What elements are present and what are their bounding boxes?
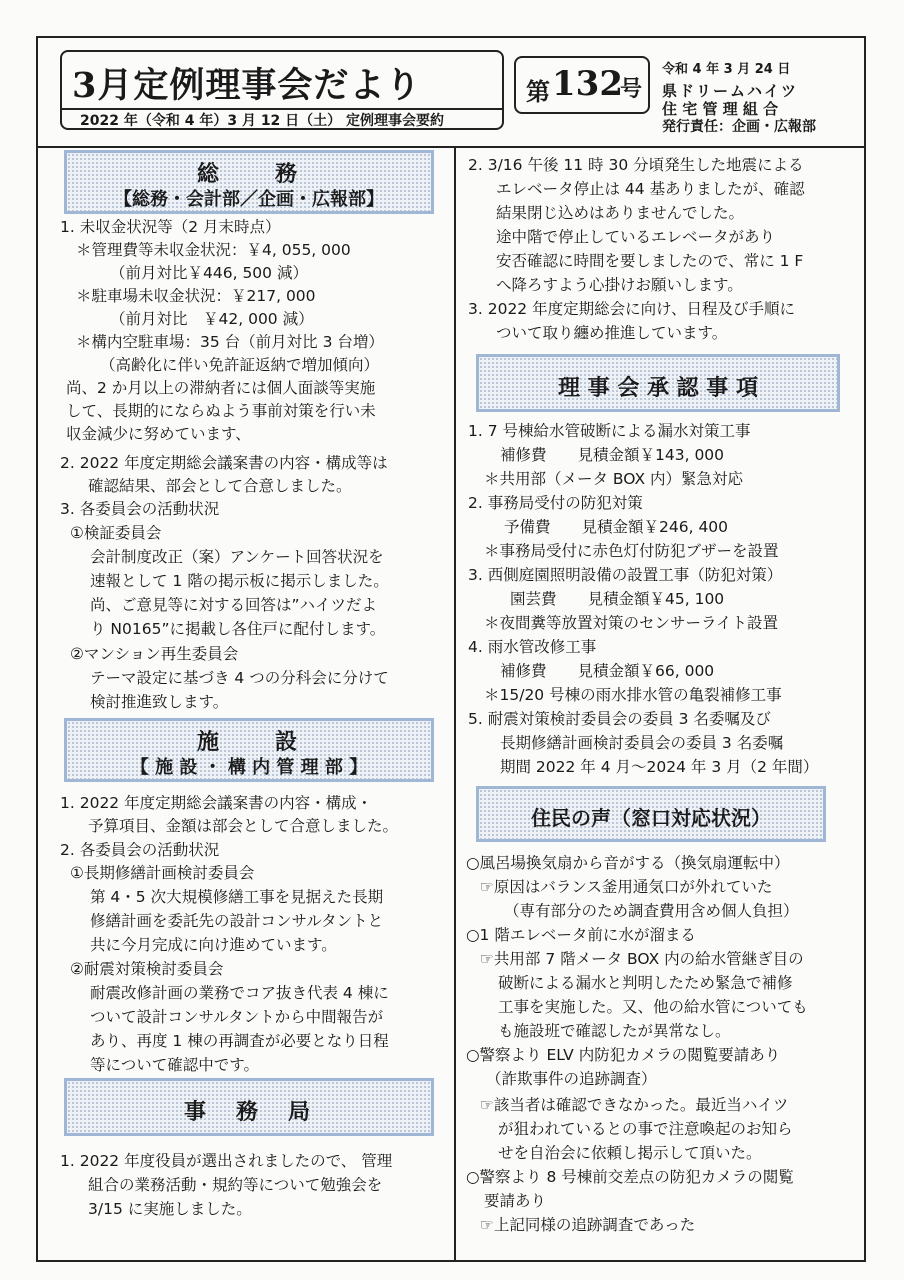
general-line: 収金減少に努めています、 bbox=[66, 425, 251, 443]
facilities-line: 第 4・5 次大規模修繕工事を見据えた長期 bbox=[90, 888, 384, 906]
approval-line: 長期修繕計画検討委員会の委員 3 名委嘱 bbox=[500, 734, 784, 752]
approval-line: ＊夜間糞等放置対策のセンサーライト設置 bbox=[484, 614, 779, 632]
office-cont-line: ついて取り纏め推進しています。 bbox=[496, 324, 728, 342]
general-line: 2. 2022 年度定期総会議案書の内容・構成等は bbox=[60, 454, 388, 472]
issue-prefix: 第 bbox=[526, 77, 550, 106]
residents-line: ○警察より ELV 内防犯カメラの閲覧要請あり bbox=[466, 1046, 781, 1064]
approval-line: 予備費 見積金額￥246, 400 bbox=[504, 518, 729, 536]
section-heading-facilities: 施 設 bbox=[196, 730, 301, 755]
general-line: （高齢化に伴い免許証返納で増加傾向） bbox=[100, 356, 380, 374]
approval-line: ＊事務局受付に赤色灯付防犯ブザーを設置 bbox=[484, 542, 779, 560]
residents-line: ☞共用部 7 階メータ BOX 内の給水管継ぎ目の bbox=[480, 950, 804, 968]
residents-line: （詐欺事件の追跡調査） bbox=[486, 1070, 657, 1088]
general-line: ＊駐車場未収金状況：￥217, 000 bbox=[76, 287, 316, 305]
office-line: 3/15 に実施しました。 bbox=[88, 1200, 252, 1218]
approval-line: 5. 耐震対策検討委員会の委員 3 名委嘱及び bbox=[468, 710, 771, 728]
issue-number-box bbox=[514, 56, 650, 114]
section-banner-residents bbox=[476, 786, 826, 842]
office-line: 1. 2022 年度役員が選出されましたので、 管理 bbox=[60, 1152, 393, 1170]
office-line: 組合の業務活動・規約等について勉強会を bbox=[88, 1176, 383, 1194]
section-subheading-general: 【総務・会計部／企画・広報部】 bbox=[114, 189, 384, 210]
general-line: 3. 各委員会の活動状況 bbox=[60, 500, 220, 518]
issue-number: 132 bbox=[552, 64, 623, 104]
residents-line: ☞該当者は確認できなかった。最近当ハイツ bbox=[480, 1096, 789, 1114]
org-name: 県ドリームハイツ bbox=[662, 82, 799, 100]
org-name-line2: 住 宅 管 理 組 合 bbox=[662, 100, 779, 118]
issue-date: 令和 4 年 3 月 24 日 bbox=[662, 62, 791, 77]
residents-line: せを自治会に依頼し掲示して頂いた。 bbox=[498, 1144, 762, 1162]
section-heading-general: 総 務 bbox=[196, 162, 301, 187]
residents-line: が狙われているとの事で注意喚起のお知ら bbox=[498, 1120, 793, 1138]
office-cont-line: 安否確認に時間を要しましたので、常に 1 F bbox=[496, 252, 804, 270]
facilities-line: あり、再度 1 棟の再調査が必要となり日程 bbox=[90, 1032, 389, 1050]
general-line: 会計制度改正（案）アンケート回答状況を bbox=[90, 548, 384, 566]
general-line: ②マンション再生委員会 bbox=[70, 645, 239, 663]
residents-line: も施設班で確認したが異常なし。 bbox=[498, 1022, 731, 1040]
section-heading-approval: 理 事 会 承 認 事 項 bbox=[558, 376, 758, 401]
office-cont-line: 3. 2022 年度定期総会に向け、日程及び手順に bbox=[468, 300, 795, 318]
general-line: 速報として 1 階の掲示板に掲示しました。 bbox=[90, 572, 389, 590]
residents-line: 要請あり bbox=[484, 1192, 547, 1210]
facilities-line: 耐震改修計画の業務でコア抜き代表 4 棟に bbox=[90, 984, 389, 1002]
residents-line: ☞原因はバランス釜用通気口が外れていた bbox=[480, 878, 773, 896]
facilities-line: 等について確認中です。 bbox=[90, 1056, 259, 1074]
section-banner-office bbox=[64, 1078, 434, 1136]
facilities-line: 修繕計画を委託先の設計コンサルタントと bbox=[90, 912, 384, 930]
approval-line: 補修費 見積金額￥66, 000 bbox=[500, 662, 715, 680]
approval-line: 2. 事務局受付の防犯対策 bbox=[468, 494, 643, 512]
general-line: テーマ設定に基づき 4 つの分科会に分けて bbox=[90, 669, 389, 687]
facilities-line: 共に今月完成に向け進めています。 bbox=[90, 936, 337, 954]
facilities-line: ②耐震対策検討委員会 bbox=[70, 960, 224, 978]
approval-line: 3. 西側庭園照明設備の設置工事（防犯対策） bbox=[468, 566, 783, 584]
facilities-line: 1. 2022 年度定期総会議案書の内容・構成・ bbox=[60, 794, 373, 812]
section-banner-facilities bbox=[64, 718, 434, 782]
general-line: 尚、ご意見等に対する回答は”ハイツだよ bbox=[90, 596, 378, 614]
section-heading-office: 事 務 局 bbox=[183, 1100, 314, 1125]
publisher: 発行責任：企画・広報部 bbox=[662, 119, 816, 135]
approval-line: 園芸費 見積金額￥45, 100 bbox=[510, 590, 725, 608]
office-cont-line: 2. 3/16 午後 11 時 30 分頃発生した地震による bbox=[468, 156, 804, 174]
office-cont-line: へ降ろすよう心掛けお願いします。 bbox=[496, 276, 743, 294]
general-line: ＊管理費等未収金状況：￥4, 055, 000 bbox=[76, 241, 351, 259]
section-banner-approval bbox=[476, 354, 840, 412]
approval-line: ＊15/20 号棟の雨水排水管の亀裂補修工事 bbox=[484, 686, 782, 704]
facilities-line: 予算項目、金額は部会として合意しました。 bbox=[88, 817, 399, 835]
section-heading-residents: 住民の声（窓口対応状況） bbox=[531, 806, 771, 830]
residents-line: ○警察より 8 号棟前交差点の防犯カメラの閲覧 bbox=[466, 1168, 794, 1186]
general-line: （前月対比 ￥42, 000 減） bbox=[110, 310, 314, 328]
meeting-summary-subtitle: 2022 年（令和 4 年）3 月 12 日（土） 定例理事会要約 bbox=[80, 113, 445, 129]
office-cont-line: 結果閉じ込めはありませんでした。 bbox=[496, 204, 745, 222]
general-line: り N0165”に掲載し各住戸に配付します。 bbox=[90, 620, 386, 638]
general-line: ①検証委員会 bbox=[70, 524, 162, 542]
general-line: ＊構内空駐車場：35 台（前月対比 3 台増） bbox=[76, 333, 384, 351]
section-banner-general bbox=[64, 150, 434, 214]
facilities-line: ついて設計コンサルタントから中間報告が bbox=[90, 1008, 384, 1026]
residents-line: （専有部分のため調査費用含め個人負担） bbox=[504, 902, 799, 920]
facilities-line: ①長期修繕計画検討委員会 bbox=[70, 864, 255, 882]
residents-line: 破断による漏水と判明したため緊急で補修 bbox=[498, 974, 793, 992]
approval-line: 4. 雨水管改修工事 bbox=[468, 638, 597, 656]
page-title: 3月定例理事会だより bbox=[72, 65, 422, 106]
general-line: 検討推進致します。 bbox=[90, 693, 229, 711]
header-rule bbox=[36, 146, 866, 148]
title-box bbox=[60, 50, 504, 130]
general-line: して、長期的にならぬよう事前対策を行い未 bbox=[66, 402, 376, 420]
approval-line: 期間 2022 年 4 月～2024 年 3 月（2 年間） bbox=[500, 758, 819, 776]
residents-line: ☞上記同様の追跡調査であった bbox=[480, 1216, 696, 1234]
general-line: 確認結果、部会として合意しました。 bbox=[88, 477, 352, 495]
approval-line: 1. 7 号棟給水管破断による漏水対策工事 bbox=[468, 422, 751, 440]
residents-line: ○風呂場換気扇から音がする（換気扇運転中） bbox=[466, 854, 790, 872]
residents-line: ○1 階エレベータ前に水が溜まる bbox=[466, 926, 696, 944]
residents-line: 工事を実施した。又、他の給水管についても bbox=[498, 998, 808, 1016]
general-line: （前月対比￥446, 500 減） bbox=[110, 264, 308, 282]
approval-line: 補修費 見積金額￥143, 000 bbox=[500, 446, 725, 464]
column-divider bbox=[454, 148, 456, 1260]
office-cont-line: エレベータ停止は 44 基ありましたが、確認 bbox=[496, 180, 805, 198]
general-line: 尚、2 か月以上の滞納者には個人面談等実施 bbox=[66, 379, 376, 397]
approval-line: ＊共用部（メータ BOX 内）緊急対応 bbox=[484, 470, 744, 488]
general-line: 1. 未収金状況等（2 月末時点） bbox=[60, 218, 281, 236]
section-subheading-facilities: 【 施 設 ・ 構 内 管 理 部 】 bbox=[130, 757, 368, 778]
issue-suffix: 号 bbox=[620, 76, 643, 102]
office-cont-line: 途中階で停止しているエレベータがあり bbox=[496, 228, 776, 246]
facilities-line: 2. 各委員会の活動状況 bbox=[60, 841, 220, 859]
